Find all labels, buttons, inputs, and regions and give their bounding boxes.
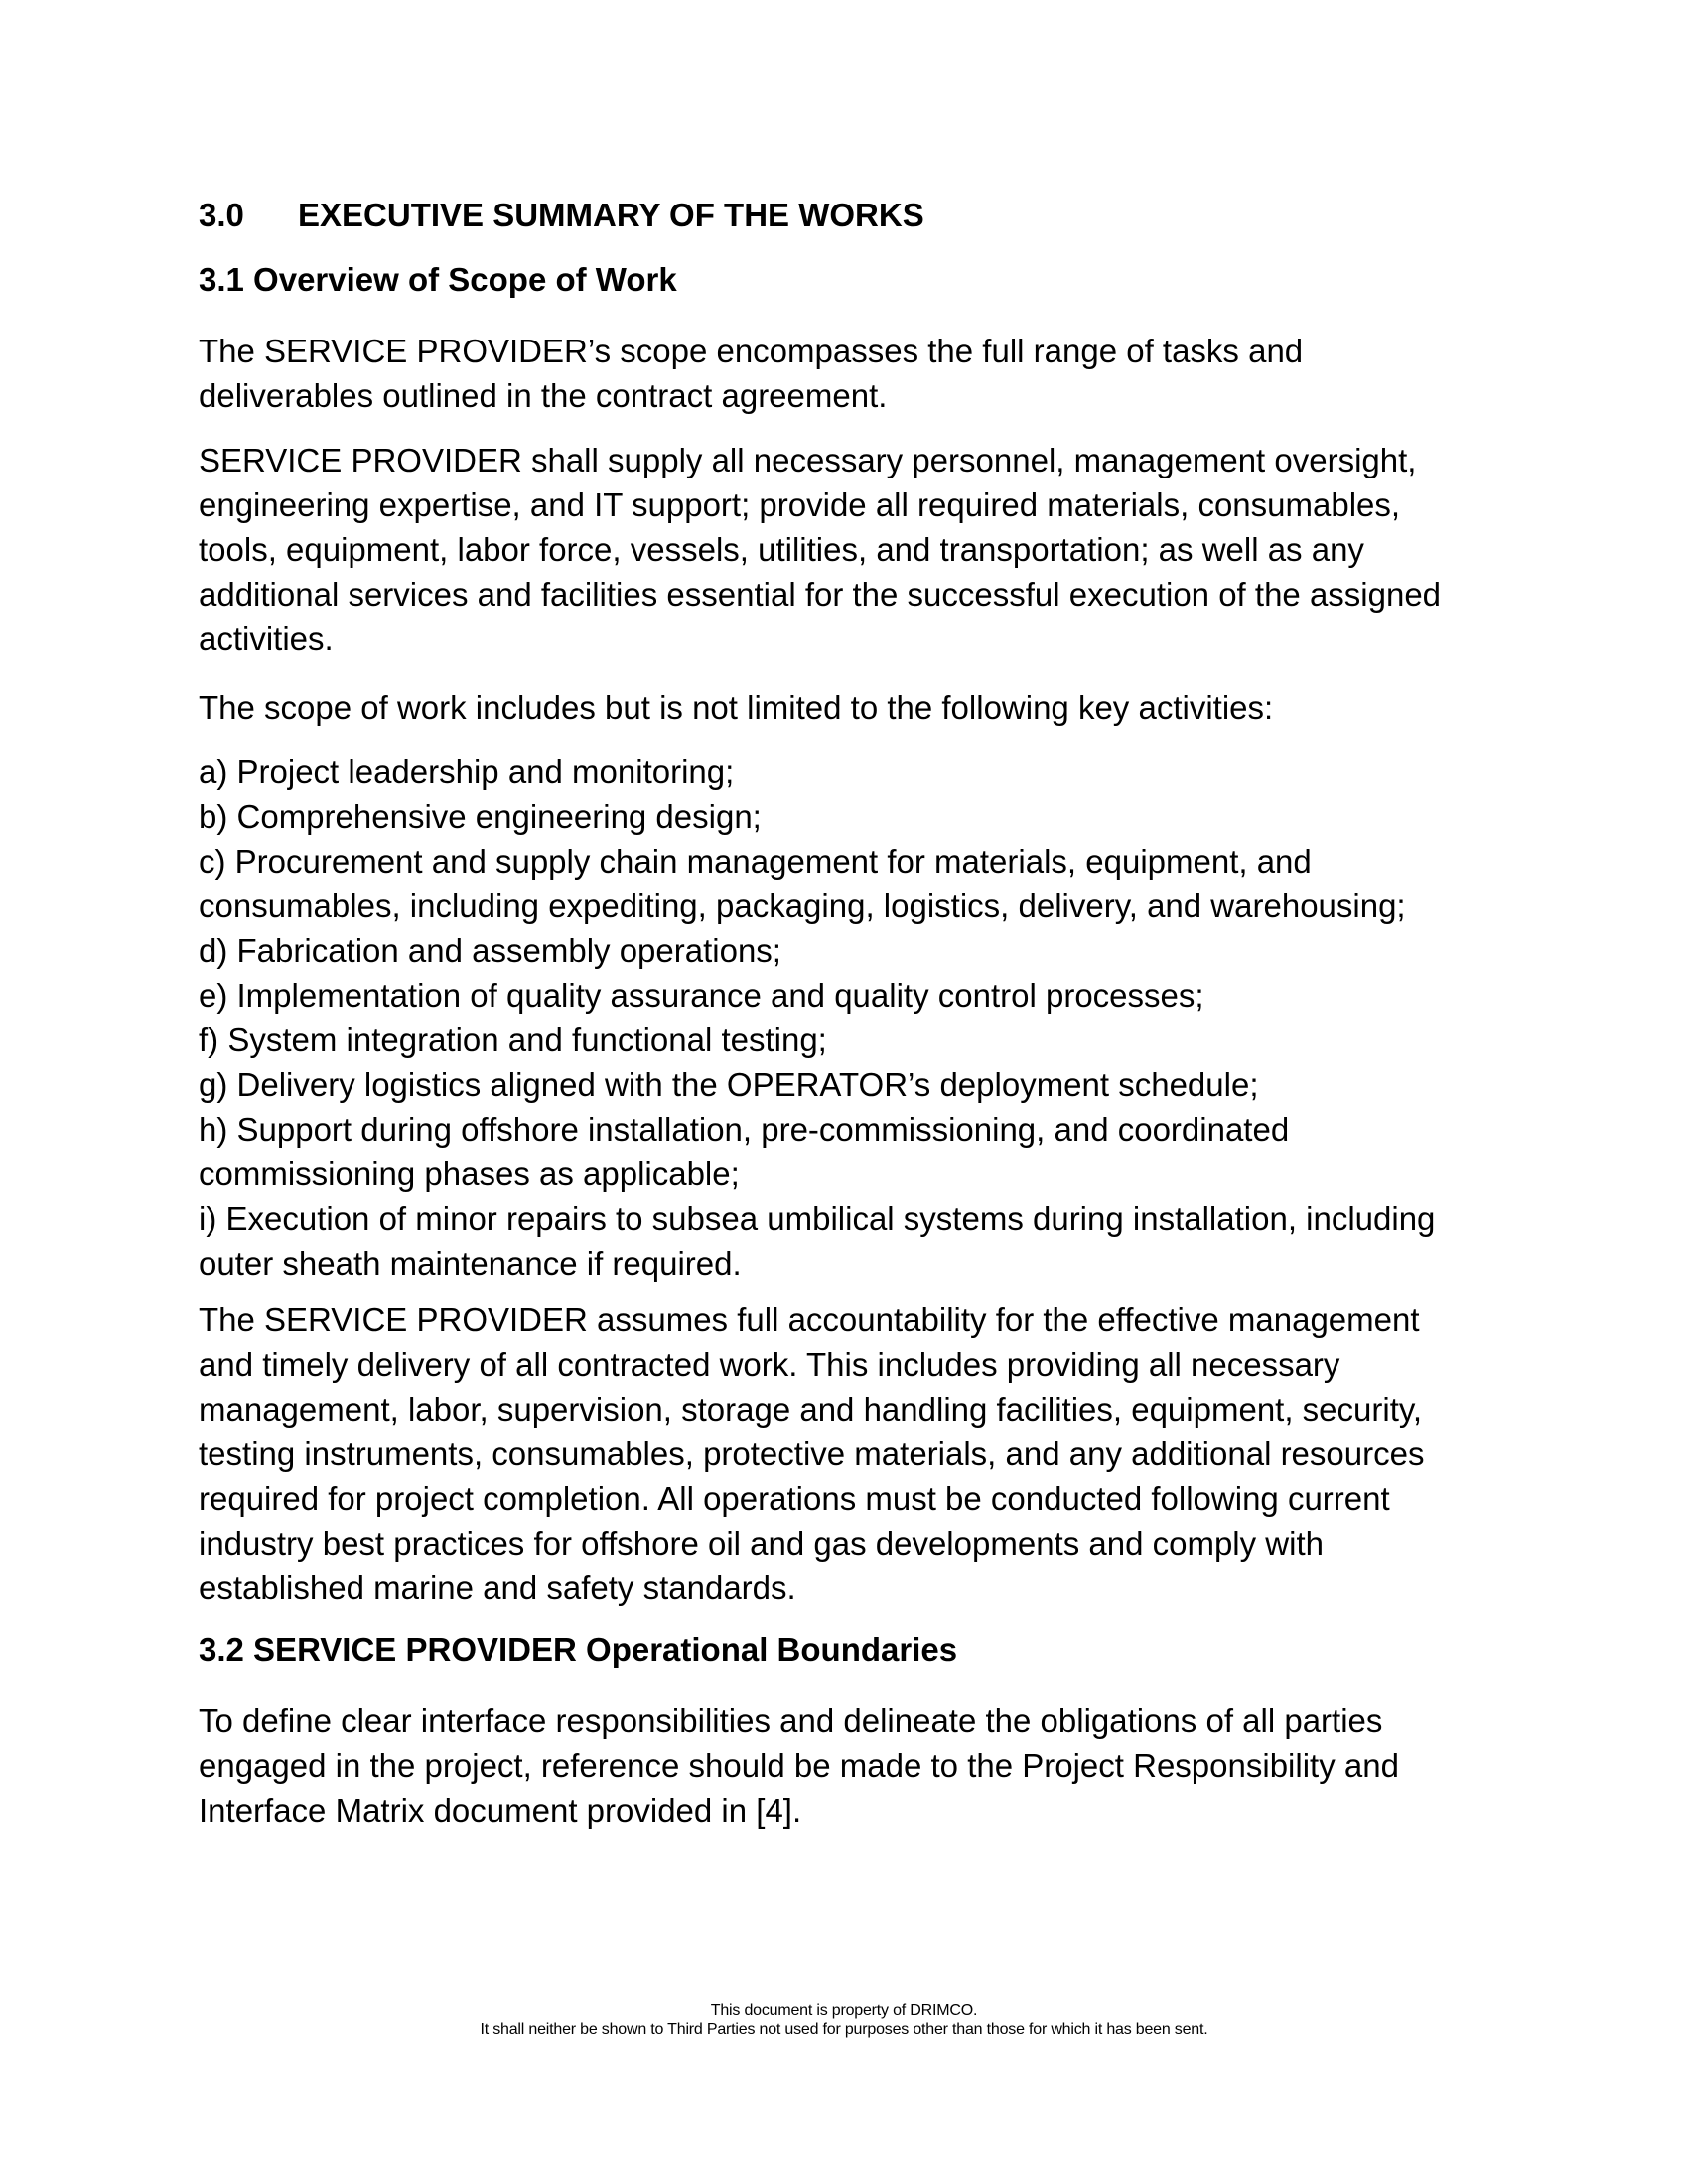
paragraph (199, 329, 1489, 418)
text-line (199, 193, 1489, 237)
list-line: consumables, including expediting, packaging, logistics, delivery, and warehousing; (199, 887, 1406, 924)
list-line: f) System integration and functional testing; (199, 1022, 827, 1058)
text-line: tools, equipment, labor force, vessels, utilities, and transportation; as well as any (199, 531, 1364, 568)
activity-list (199, 750, 1489, 1286)
page-footer (0, 2001, 1688, 2039)
heading-number: 3.0 (199, 197, 244, 233)
text-line: 3.2 SERVICE PROVIDER Operational Boundaries (199, 1631, 958, 1668)
list-line: h) Support during offshore installation, pre-commissioning, and coordinated (199, 1111, 1290, 1148)
list-line: b) Comprehensive engineering design; (199, 798, 762, 835)
list-line: e) Implementation of quality assurance and quality control processes; (199, 977, 1204, 1014)
text-line: SERVICE PROVIDER shall supply all necessary personnel, management oversight, (199, 442, 1417, 478)
text-line: 3.1 Overview of Scope of Work (199, 261, 677, 298)
list-line: commissioning phases as applicable; (199, 1156, 740, 1192)
text-line: deliverables outlined in the contract agreement. (199, 377, 888, 414)
text-line: and timely delivery of all contracted work. This includes providing all necessary (199, 1346, 1340, 1383)
subsection-heading (199, 1627, 1489, 1672)
text-line: established marine and safety standards. (199, 1570, 796, 1606)
text-line: The scope of work includes but is not limited to the following key activities: (199, 689, 1274, 726)
list-line: outer sheath maintenance if required. (199, 1245, 742, 1282)
list-line: d) Fabrication and assembly operations; (199, 932, 781, 969)
list-line: i) Execution of minor repairs to subsea umbilical systems during installation, including (199, 1200, 1436, 1237)
footer-line-1: This document is property of DRIMCO. (710, 2002, 978, 2019)
text-line: management, labor, supervision, storage and handling facilities, equipment, security, (199, 1391, 1423, 1428)
text-line: engaged in the project, reference should be made to the Project Responsibility and (199, 1747, 1399, 1784)
paragraph (199, 1297, 1489, 1610)
footer-line-2: It shall neither be shown to Third Parties not used for purposes other than those for which it has been sent. (480, 2021, 1208, 2038)
text-line: industry best practices for offshore oil and gas developments and comply with (199, 1525, 1324, 1562)
text-line: testing instruments, consumables, protective materials, and any additional resources (199, 1435, 1425, 1472)
list-line: g) Delivery logistics aligned with the OPERATOR’s deployment schedule; (199, 1066, 1259, 1103)
text-line: additional services and facilities essential for the successful execution of the assigned (199, 576, 1442, 613)
text-line: engineering expertise, and IT support; provide all required materials, consumables, (199, 486, 1401, 523)
text-line: The SERVICE PROVIDER assumes full accountability for the effective management (199, 1301, 1420, 1338)
list-line: a) Project leadership and monitoring; (199, 753, 735, 790)
subsection-heading (199, 257, 1489, 302)
document-content (199, 0, 1489, 1833)
text-line: To define clear interface responsibilities and delineate the obligations of all parties (199, 1703, 1383, 1739)
text-line: Interface Matrix document provided in [4]. (199, 1792, 802, 1829)
paragraph (199, 1699, 1489, 1833)
section-heading (199, 193, 1489, 237)
paragraph (199, 685, 1489, 730)
paragraph (199, 438, 1489, 661)
text-line: required for project completion. All operations must be conducted following current (199, 1480, 1390, 1517)
text-line: The SERVICE PROVIDER’s scope encompasses the full range of tasks and (199, 333, 1304, 369)
text-line: activities. (199, 620, 334, 657)
list-line: c) Procurement and supply chain management for materials, equipment, and (199, 843, 1312, 880)
heading-title: EXECUTIVE SUMMARY OF THE WORKS (298, 197, 924, 233)
